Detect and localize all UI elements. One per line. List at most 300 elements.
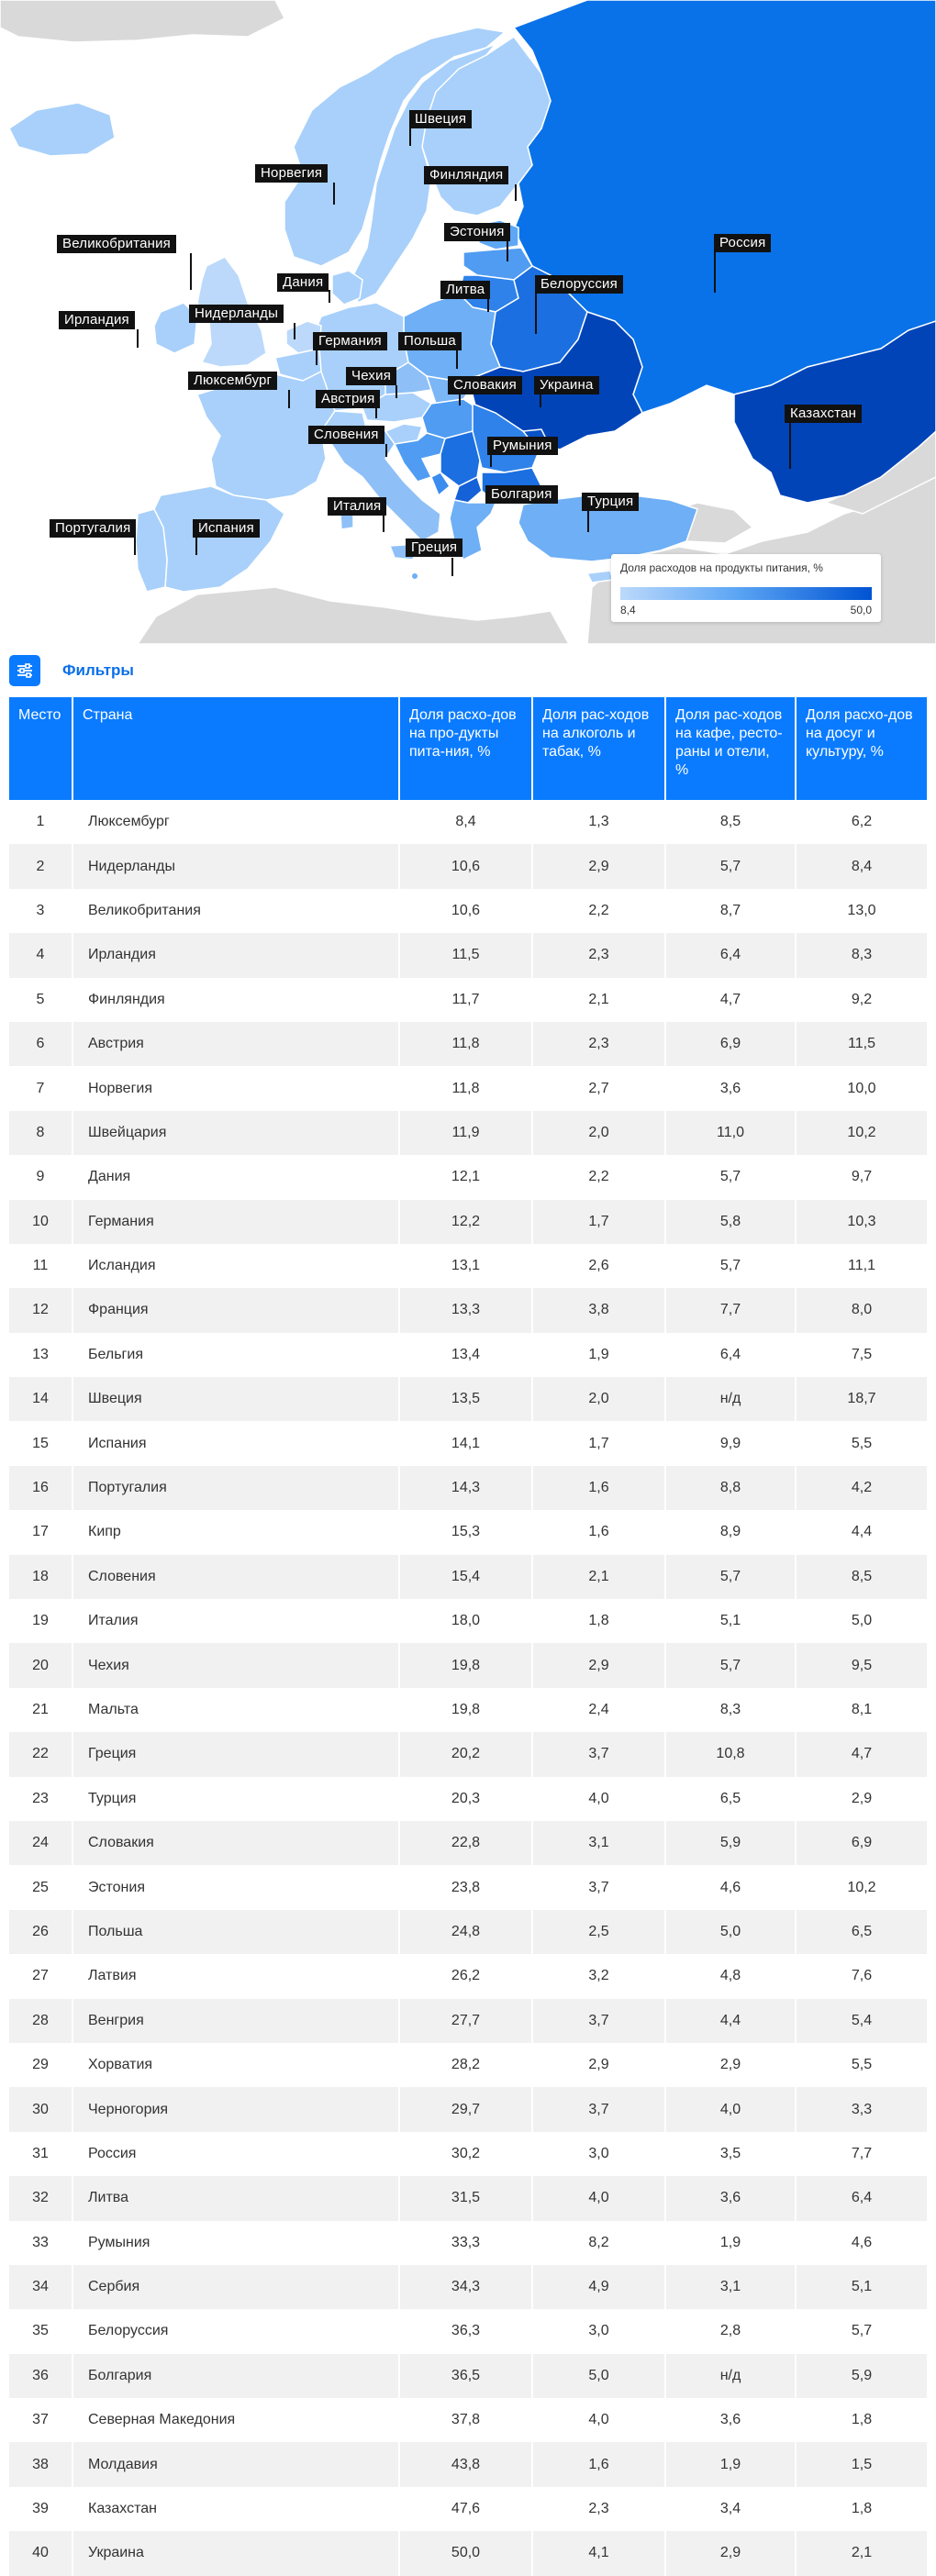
cell-rank: 23 xyxy=(9,1777,73,1821)
cell-rank: 34 xyxy=(9,2265,73,2309)
cell-leisure: 6,9 xyxy=(797,1821,927,1865)
cell-alcohol: 2,9 xyxy=(533,1643,666,1687)
header-country[interactable]: Страна xyxy=(73,697,400,800)
table-row xyxy=(9,2176,927,2220)
cell-cafe: 3,5 xyxy=(666,2132,797,2176)
cell-country: Северная Македония xyxy=(73,2398,400,2442)
cell-leisure: 6,4 xyxy=(797,2176,927,2220)
leader-estonia xyxy=(507,241,508,261)
cell-country: Мальта xyxy=(73,1688,400,1732)
cell-leisure: 1,5 xyxy=(797,2442,927,2486)
cell-rank: 36 xyxy=(9,2354,73,2398)
cell-rank: 20 xyxy=(9,1643,73,1687)
label-luxembourg: Люксембург xyxy=(188,372,277,390)
cell-cafe: 6,9 xyxy=(666,1022,797,1066)
cell-cafe: 4,8 xyxy=(666,1954,797,1998)
cell-alcohol: 3,7 xyxy=(533,2087,666,2131)
cell-food: 15,4 xyxy=(400,1555,533,1599)
leader-spain xyxy=(195,537,197,555)
cell-country: Венгрия xyxy=(73,1999,400,2043)
table-row xyxy=(9,1910,927,1954)
cell-country: Хорватия xyxy=(73,2043,400,2087)
cell-cafe: 5,9 xyxy=(666,1821,797,1865)
cell-alcohol: 3,7 xyxy=(533,1999,666,2043)
cell-country: Словакия xyxy=(73,1821,400,1865)
table-row xyxy=(9,2309,927,2353)
table-body xyxy=(9,800,927,2576)
table-row xyxy=(9,1821,927,1865)
table-row xyxy=(9,1022,927,1066)
cell-food: 37,8 xyxy=(400,2398,533,2442)
cell-country: Германия xyxy=(73,1200,400,1244)
leader-netherlands xyxy=(294,323,295,339)
cell-rank: 12 xyxy=(9,1288,73,1332)
leader-portugal xyxy=(134,537,136,555)
cell-cafe: 5,0 xyxy=(666,1910,797,1954)
cell-rank: 37 xyxy=(9,2398,73,2442)
cell-food: 8,4 xyxy=(400,800,533,844)
cell-alcohol: 2,1 xyxy=(533,978,666,1022)
cell-leisure: 4,6 xyxy=(797,2221,927,2265)
leader-slovenia xyxy=(385,444,387,457)
table-row xyxy=(9,1777,927,1821)
table-row xyxy=(9,1155,927,1199)
cell-country: Австрия xyxy=(73,1022,400,1066)
cell-food: 50,0 xyxy=(400,2531,533,2575)
cell-cafe: 11,0 xyxy=(666,1111,797,1155)
cell-cafe: 4,4 xyxy=(666,1999,797,2043)
cell-country: Испания xyxy=(73,1421,400,1465)
leader-poland xyxy=(456,350,458,369)
leader-sweden xyxy=(409,128,411,146)
table-row xyxy=(9,1954,927,1998)
cell-food: 33,3 xyxy=(400,2221,533,2265)
cell-cafe: 5,8 xyxy=(666,1200,797,1244)
cell-food: 13,5 xyxy=(400,1377,533,1421)
cell-rank: 15 xyxy=(9,1421,73,1465)
filters-bar xyxy=(0,644,936,697)
cell-rank: 10 xyxy=(9,1200,73,1244)
label-turkey: Турция xyxy=(582,493,639,511)
cell-cafe: 5,7 xyxy=(666,1244,797,1288)
cell-cafe: 8,9 xyxy=(666,1510,797,1554)
cell-leisure: 5,1 xyxy=(797,2265,927,2309)
table-row xyxy=(9,1865,927,1909)
cell-leisure: 11,5 xyxy=(797,1022,927,1066)
cell-alcohol: 2,2 xyxy=(533,1155,666,1199)
filters-button[interactable] xyxy=(9,655,40,686)
cell-cafe: 3,6 xyxy=(666,2176,797,2220)
cell-country: Финляндия xyxy=(73,978,400,1022)
cell-food: 28,2 xyxy=(400,2043,533,2087)
cell-country: Болгария xyxy=(73,2354,400,2398)
cell-rank: 21 xyxy=(9,1688,73,1732)
cell-country: Сербия xyxy=(73,2265,400,2309)
cell-rank: 7 xyxy=(9,1066,73,1110)
label-uk: Великобритания xyxy=(57,235,176,253)
label-estonia: Эстония xyxy=(444,223,510,241)
cell-food: 27,7 xyxy=(400,1999,533,2043)
cell-leisure: 8,4 xyxy=(797,844,927,888)
cell-cafe: 3,1 xyxy=(666,2265,797,2309)
leader-ukraine xyxy=(540,394,541,407)
cell-country: Эстония xyxy=(73,1865,400,1909)
cell-food: 31,5 xyxy=(400,2176,533,2220)
table-row xyxy=(9,2442,927,2486)
cell-country: Бельгия xyxy=(73,1333,400,1377)
cell-alcohol: 8,2 xyxy=(533,2221,666,2265)
label-germany: Германия xyxy=(313,332,387,350)
cell-country: Молдавия xyxy=(73,2442,400,2486)
table-row xyxy=(9,1688,927,1732)
cell-food: 13,3 xyxy=(400,1288,533,1332)
cell-food: 11,8 xyxy=(400,1066,533,1110)
leader-denmark xyxy=(329,290,330,303)
leader-ireland xyxy=(137,329,139,348)
table-row xyxy=(9,2531,927,2575)
cell-alcohol: 1,7 xyxy=(533,1200,666,1244)
label-ireland: Ирландия xyxy=(59,311,135,329)
label-poland: Польша xyxy=(398,332,462,350)
cell-leisure: 2,1 xyxy=(797,2531,927,2575)
cell-leisure: 3,3 xyxy=(797,2087,927,2131)
table-row xyxy=(9,2398,927,2442)
cell-rank: 35 xyxy=(9,2309,73,2353)
cell-alcohol: 2,9 xyxy=(533,2043,666,2087)
cell-leisure: 18,7 xyxy=(797,1377,927,1421)
table-row xyxy=(9,800,927,844)
cell-cafe: 8,8 xyxy=(666,1466,797,1510)
cell-alcohol: 2,0 xyxy=(533,1111,666,1155)
table-row xyxy=(9,2087,927,2131)
cell-cafe: 2,9 xyxy=(666,2531,797,2575)
filters-label[interactable]: Фильтры xyxy=(62,661,134,679)
leader-finland xyxy=(515,184,517,201)
cell-food: 11,9 xyxy=(400,1111,533,1155)
cell-country: Греция xyxy=(73,1732,400,1776)
cell-food: 24,8 xyxy=(400,1910,533,1954)
header-cafe[interactable]: Доля рас-ходов на кафе, ресто-раны и отели, % xyxy=(666,697,797,800)
cell-cafe: 1,9 xyxy=(666,2442,797,2486)
cell-alcohol: 1,9 xyxy=(533,1333,666,1377)
cell-rank: 2 xyxy=(9,844,73,888)
cell-leisure: 7,7 xyxy=(797,2132,927,2176)
cell-rank: 9 xyxy=(9,1155,73,1199)
cell-leisure: 8,0 xyxy=(797,1288,927,1332)
table-row xyxy=(9,2043,927,2087)
cell-rank: 27 xyxy=(9,1954,73,1998)
header-rank[interactable]: Место xyxy=(9,697,73,800)
cell-food: 18,0 xyxy=(400,1599,533,1643)
data-table-wrapper xyxy=(0,697,936,2576)
table-row xyxy=(9,1288,927,1332)
cell-cafe: 6,5 xyxy=(666,1777,797,1821)
cell-cafe: 9,9 xyxy=(666,1421,797,1465)
cell-leisure: 10,2 xyxy=(797,1865,927,1909)
table-row xyxy=(9,1510,927,1554)
cell-rank: 25 xyxy=(9,1865,73,1909)
label-italy: Италия xyxy=(328,497,386,516)
table-row xyxy=(9,1333,927,1377)
cell-country: Норвегия xyxy=(73,1066,400,1110)
cell-rank: 6 xyxy=(9,1022,73,1066)
cell-alcohol: 3,0 xyxy=(533,2132,666,2176)
cell-leisure: 5,5 xyxy=(797,2043,927,2087)
cell-alcohol: 3,8 xyxy=(533,1288,666,1332)
cell-rank: 4 xyxy=(9,933,73,977)
cell-leisure: 10,0 xyxy=(797,1066,927,1110)
cell-cafe: 4,6 xyxy=(666,1865,797,1909)
cell-leisure: 10,3 xyxy=(797,1200,927,1244)
cell-alcohol: 1,7 xyxy=(533,1421,666,1465)
legend-min-value: 8,4 xyxy=(620,604,636,616)
cell-country: Румыния xyxy=(73,2221,400,2265)
cell-rank: 40 xyxy=(9,2531,73,2575)
table-row xyxy=(9,1599,927,1643)
cell-alcohol: 3,0 xyxy=(533,2309,666,2353)
table-row xyxy=(9,1555,927,1599)
cell-cafe: 4,0 xyxy=(666,2087,797,2131)
cell-leisure: 8,3 xyxy=(797,933,927,977)
cell-cafe: 3,4 xyxy=(666,2487,797,2531)
table-row xyxy=(9,1421,927,1465)
cell-alcohol: 5,0 xyxy=(533,2354,666,2398)
cell-leisure: 5,9 xyxy=(797,2354,927,2398)
cell-alcohol: 2,7 xyxy=(533,1066,666,1110)
cell-alcohol: 4,0 xyxy=(533,1777,666,1821)
cell-leisure: 9,2 xyxy=(797,978,927,1022)
cell-alcohol: 2,5 xyxy=(533,1910,666,1954)
cell-food: 12,1 xyxy=(400,1155,533,1199)
cell-country: Нидерланды xyxy=(73,844,400,888)
table-row xyxy=(9,933,927,977)
country-cyprus[interactable] xyxy=(587,571,613,583)
label-greece: Греция xyxy=(406,539,462,557)
cell-country: Латвия xyxy=(73,1954,400,1998)
cell-rank: 26 xyxy=(9,1910,73,1954)
cell-rank: 16 xyxy=(9,1466,73,1510)
cell-country: Швеция xyxy=(73,1377,400,1421)
table-row xyxy=(9,1111,927,1155)
cell-food: 20,2 xyxy=(400,1732,533,1776)
cell-country: Белоруссия xyxy=(73,2309,400,2353)
cell-alcohol: 2,3 xyxy=(533,2487,666,2531)
cell-rank: 22 xyxy=(9,1732,73,1776)
cell-country: Польша xyxy=(73,1910,400,1954)
cell-leisure: 6,2 xyxy=(797,800,927,844)
table-row xyxy=(9,1732,927,1776)
cell-food: 23,8 xyxy=(400,1865,533,1909)
label-austria: Австрия xyxy=(316,390,380,408)
cell-food: 14,3 xyxy=(400,1466,533,1510)
header-food[interactable]: Доля расхо-дов на про-дукты пита-ния, % xyxy=(400,697,533,800)
cell-country: Словения xyxy=(73,1555,400,1599)
table-row xyxy=(9,844,927,888)
cell-leisure: 7,5 xyxy=(797,1333,927,1377)
leader-italy xyxy=(383,516,384,532)
cell-country: Исландия xyxy=(73,1244,400,1288)
cell-alcohol: 1,6 xyxy=(533,1466,666,1510)
leader-turkey xyxy=(587,510,589,532)
cell-alcohol: 2,0 xyxy=(533,1377,666,1421)
cell-rank: 14 xyxy=(9,1377,73,1421)
cell-cafe: 5,7 xyxy=(666,844,797,888)
table-row xyxy=(9,1066,927,1110)
leader-luxembourg xyxy=(288,390,290,408)
legend-max-value: 50,0 xyxy=(850,604,872,616)
cell-food: 11,8 xyxy=(400,1022,533,1066)
russia-north-island xyxy=(0,0,284,42)
cell-country: Кипр xyxy=(73,1510,400,1554)
cell-leisure: 8,1 xyxy=(797,1688,927,1732)
cell-leisure: 1,8 xyxy=(797,2487,927,2531)
cell-rank: 38 xyxy=(9,2442,73,2486)
cell-food: 20,3 xyxy=(400,1777,533,1821)
leader-lithuania xyxy=(487,299,489,312)
cell-rank: 13 xyxy=(9,1333,73,1377)
label-ukraine: Украина xyxy=(534,376,599,394)
cell-rank: 24 xyxy=(9,1821,73,1865)
cell-rank: 1 xyxy=(9,800,73,844)
cell-rank: 8 xyxy=(9,1111,73,1155)
cell-cafe: 5,7 xyxy=(666,1155,797,1199)
table-row xyxy=(9,1643,927,1687)
cell-leisure: 8,5 xyxy=(797,1555,927,1599)
cell-alcohol: 1,6 xyxy=(533,2442,666,2486)
cell-alcohol: 2,4 xyxy=(533,1688,666,1732)
table-row xyxy=(9,1466,927,1510)
cell-rank: 39 xyxy=(9,2487,73,2531)
cell-food: 12,2 xyxy=(400,1200,533,1244)
cell-leisure: 10,2 xyxy=(797,1111,927,1155)
cell-alcohol: 4,1 xyxy=(533,2531,666,2575)
table-row xyxy=(9,1244,927,1288)
cell-alcohol: 2,6 xyxy=(533,1244,666,1288)
label-romania: Румыния xyxy=(487,437,558,455)
table-row xyxy=(9,2132,927,2176)
cell-country: Португалия xyxy=(73,1466,400,1510)
label-slovenia: Словения xyxy=(308,426,384,444)
table-header-row xyxy=(9,697,927,800)
cell-alcohol: 3,2 xyxy=(533,1954,666,1998)
cell-country: Франция xyxy=(73,1288,400,1332)
label-netherlands: Нидерланды xyxy=(189,305,284,323)
label-denmark: Дания xyxy=(277,273,329,292)
label-portugal: Португалия xyxy=(50,519,136,538)
cell-cafe: 3,6 xyxy=(666,2398,797,2442)
table-row xyxy=(9,2487,927,2531)
cell-cafe: 10,8 xyxy=(666,1732,797,1776)
cell-country: Россия xyxy=(73,2132,400,2176)
cell-alcohol: 2,3 xyxy=(533,933,666,977)
cell-cafe: 5,7 xyxy=(666,1555,797,1599)
label-belarus: Белоруссия xyxy=(535,275,623,294)
label-spain: Испания xyxy=(193,519,260,538)
legend-gradient-bar xyxy=(620,587,872,600)
cell-food: 13,4 xyxy=(400,1333,533,1377)
choropleth-map xyxy=(0,0,936,644)
cell-rank: 33 xyxy=(9,2221,73,2265)
cell-rank: 32 xyxy=(9,2176,73,2220)
cell-leisure: 5,7 xyxy=(797,2309,927,2353)
cell-leisure: 4,4 xyxy=(797,1510,927,1554)
table-row xyxy=(9,1377,927,1421)
cell-leisure: 6,5 xyxy=(797,1910,927,1954)
cell-leisure: 9,7 xyxy=(797,1155,927,1199)
cell-cafe: 8,5 xyxy=(666,800,797,844)
cell-food: 10,6 xyxy=(400,889,533,933)
cell-cafe: 5,1 xyxy=(666,1599,797,1643)
cell-alcohol: 4,0 xyxy=(533,2176,666,2220)
cell-leisure: 1,8 xyxy=(797,2398,927,2442)
cell-leisure: 7,6 xyxy=(797,1954,927,1998)
leader-kazakhstan xyxy=(789,423,791,469)
table-row xyxy=(9,1200,927,1244)
cell-leisure: 2,9 xyxy=(797,1777,927,1821)
cell-country: Литва xyxy=(73,2176,400,2220)
cell-leisure: 13,0 xyxy=(797,889,927,933)
cell-cafe: н/д xyxy=(666,2354,797,2398)
cell-rank: 30 xyxy=(9,2087,73,2131)
cell-alcohol: 1,8 xyxy=(533,1599,666,1643)
cell-cafe: 8,7 xyxy=(666,889,797,933)
cell-food: 11,5 xyxy=(400,933,533,977)
cell-food: 47,6 xyxy=(400,2487,533,2531)
cell-food: 26,2 xyxy=(400,1954,533,1998)
label-lithuania: Литва xyxy=(440,281,490,299)
leader-germany xyxy=(316,350,318,365)
cell-leisure: 4,7 xyxy=(797,1732,927,1776)
cell-alcohol: 2,1 xyxy=(533,1555,666,1599)
cell-alcohol: 3,7 xyxy=(533,1865,666,1909)
label-slovakia: Словакия xyxy=(448,376,522,394)
leader-slovakia xyxy=(459,394,461,405)
header-leisure[interactable]: Доля расхо-дов на досуг и культуру, % xyxy=(797,697,927,800)
cell-country: Казахстан xyxy=(73,2487,400,2531)
cell-cafe: 1,9 xyxy=(666,2221,797,2265)
cell-alcohol: 2,9 xyxy=(533,844,666,888)
cell-rank: 29 xyxy=(9,2043,73,2087)
cell-country: Италия xyxy=(73,1599,400,1643)
cell-cafe: 2,8 xyxy=(666,2309,797,2353)
cell-food: 13,1 xyxy=(400,1244,533,1288)
cell-rank: 19 xyxy=(9,1599,73,1643)
leader-uk xyxy=(190,253,192,290)
country-malta[interactable] xyxy=(412,573,418,579)
cell-food: 19,8 xyxy=(400,1643,533,1687)
table-row xyxy=(9,978,927,1022)
cell-alcohol: 2,2 xyxy=(533,889,666,933)
cell-rank: 17 xyxy=(9,1510,73,1554)
cell-food: 19,8 xyxy=(400,1688,533,1732)
cell-food: 14,1 xyxy=(400,1421,533,1465)
cell-leisure: 5,5 xyxy=(797,1421,927,1465)
leader-russia xyxy=(714,252,716,293)
header-alcohol[interactable]: Доля рас-ходов на алкоголь и табак, % xyxy=(533,697,666,800)
leader-romania xyxy=(490,454,492,467)
cell-food: 30,2 xyxy=(400,2132,533,2176)
cell-food: 29,7 xyxy=(400,2087,533,2131)
label-czechia: Чехия xyxy=(346,367,396,385)
cell-alcohol: 1,6 xyxy=(533,1510,666,1554)
cell-leisure: 4,2 xyxy=(797,1466,927,1510)
cell-country: Чехия xyxy=(73,1643,400,1687)
label-finland: Финляндия xyxy=(424,166,508,184)
label-norway: Норвегия xyxy=(255,164,328,183)
cell-alcohol: 4,0 xyxy=(533,2398,666,2442)
cell-food: 11,7 xyxy=(400,978,533,1022)
map-legend xyxy=(611,554,881,622)
